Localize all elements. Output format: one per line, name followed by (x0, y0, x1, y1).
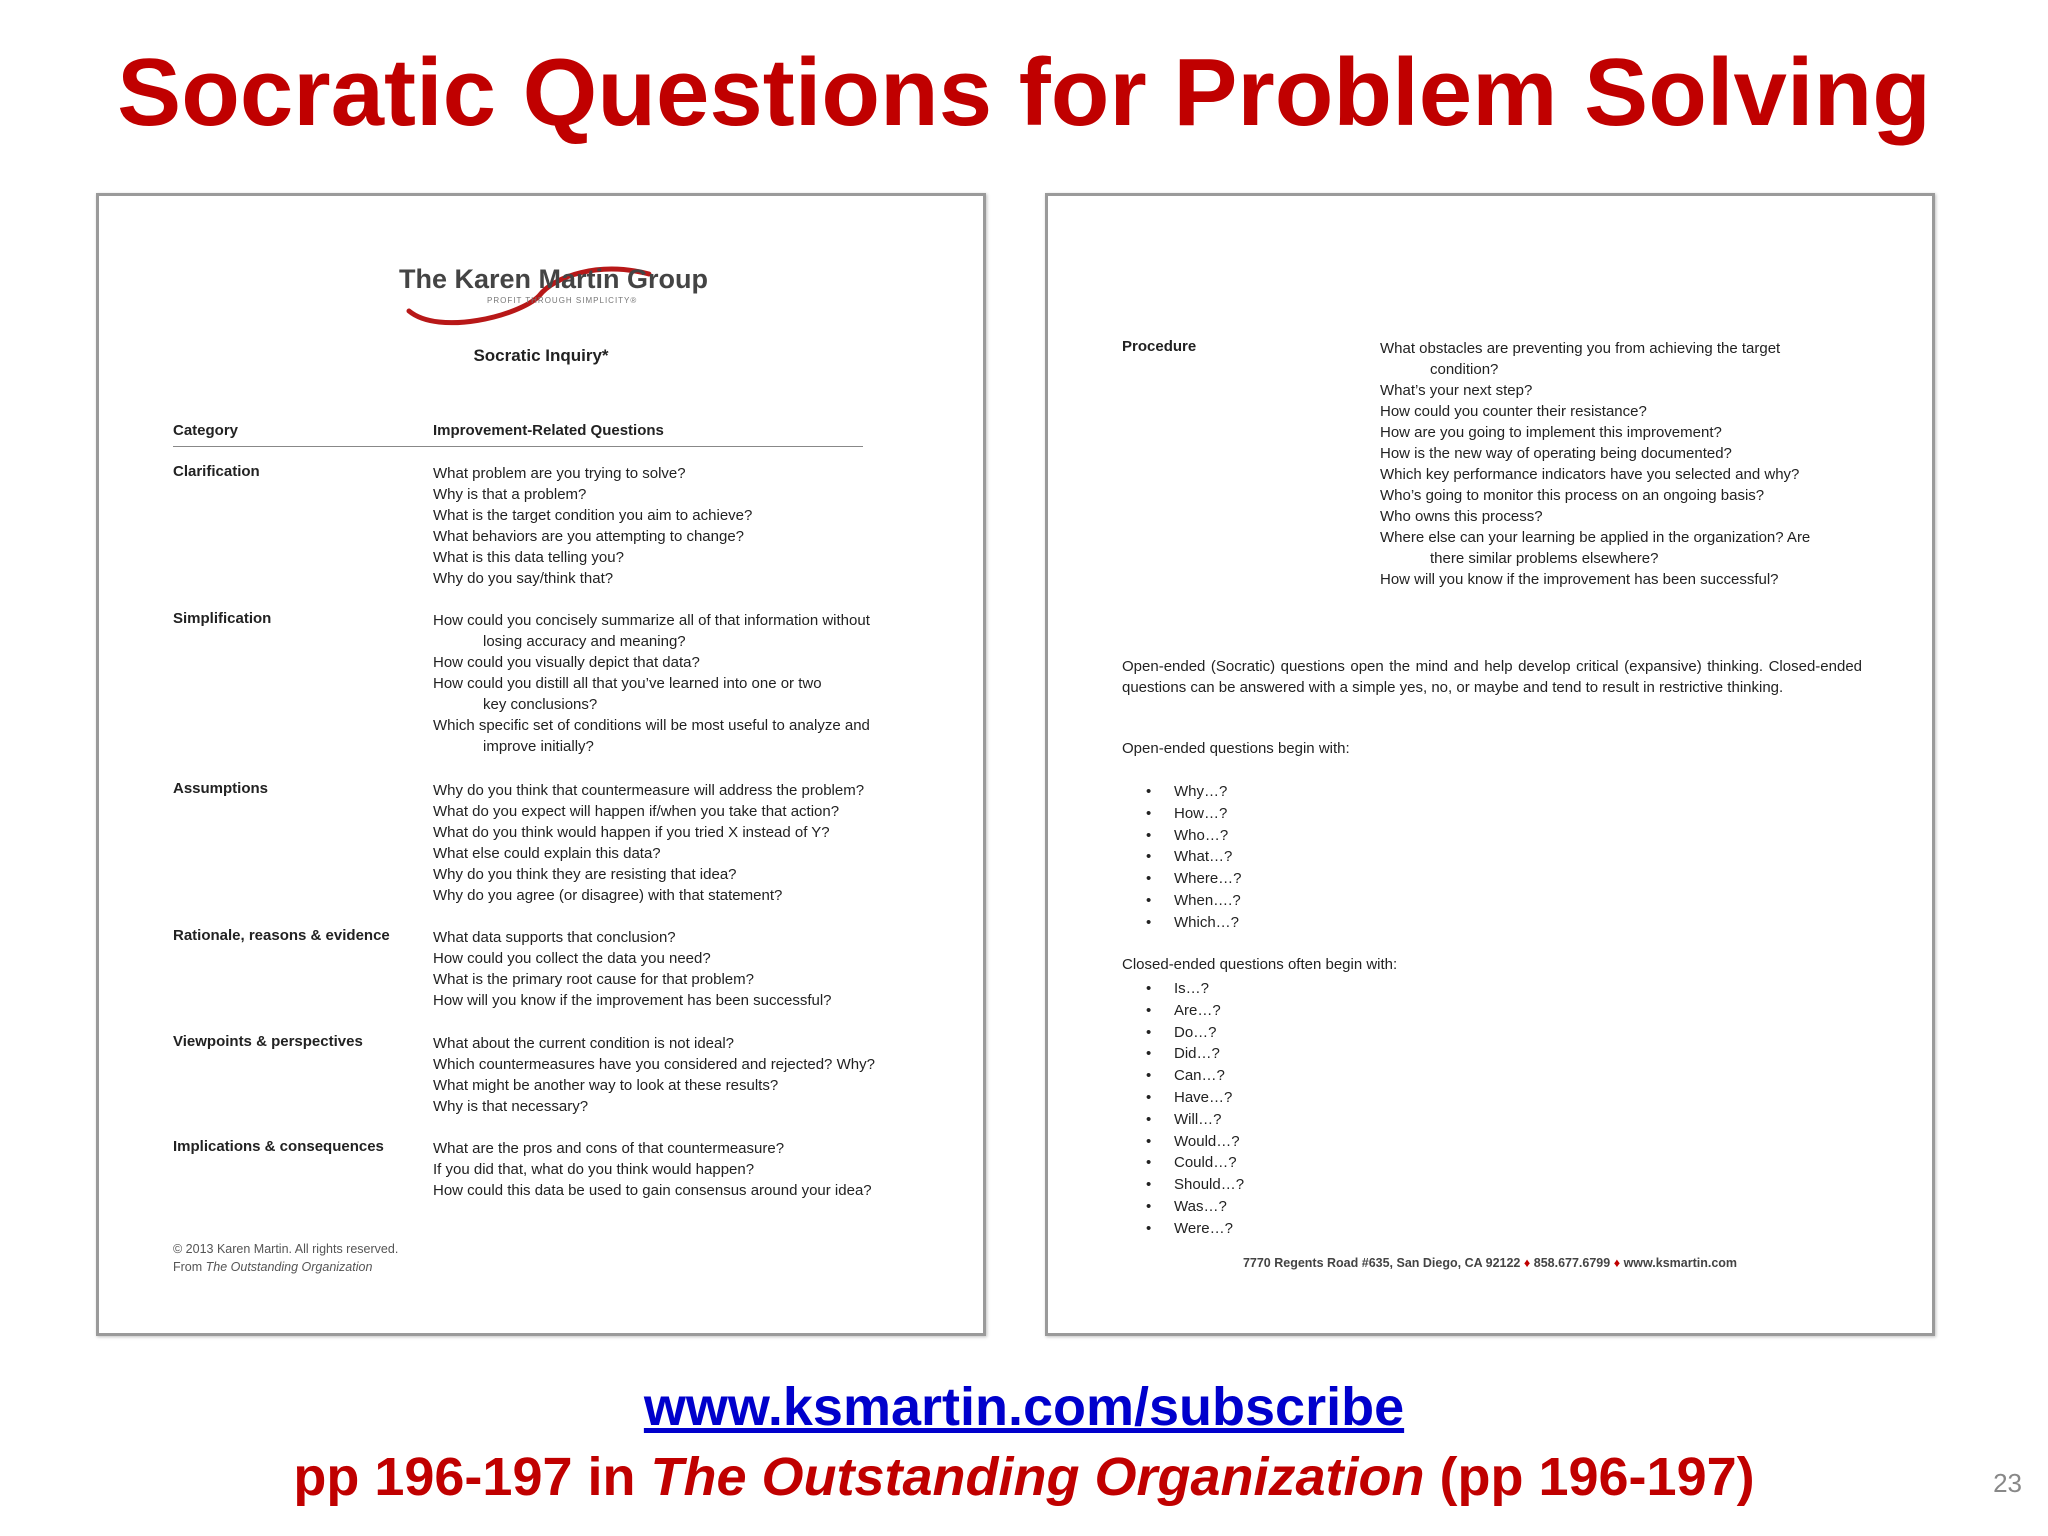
question: Why do you say/think that? (433, 570, 614, 587)
list-item (1122, 825, 1242, 847)
list-item-text: Why…? (1174, 783, 1228, 800)
diamond-icon: ♦ (1613, 1256, 1621, 1270)
bullet-icon: • (1146, 1197, 1152, 1215)
open-ended-lead: Open-ended questions begin with: (1122, 740, 1350, 757)
list-item (1122, 868, 1242, 890)
copyright-notice (173, 1240, 398, 1276)
bullet-icon: • (1146, 1023, 1152, 1041)
table-header (173, 422, 863, 447)
question: What problem are you trying to solve? (433, 465, 686, 482)
list-item-text: Did…? (1174, 1045, 1220, 1063)
bullet-icon: • (1146, 1001, 1152, 1019)
bullet-icon: • (1146, 1154, 1152, 1172)
category-label: Assumptions (173, 780, 269, 797)
category-label: Viewpoints & perspectives (173, 1033, 363, 1050)
question: What else could explain this data? (433, 845, 661, 862)
list-item-text: Who…? (1174, 826, 1229, 844)
book-reference (0, 1446, 2048, 1508)
list-item-text: Are…? (1174, 1001, 1221, 1019)
list-item-text: Should…? (1174, 1176, 1245, 1194)
question: How will you know if the improvement has been successful? (433, 992, 832, 1009)
list-item-text: Where…? (1174, 870, 1242, 888)
list-item-text: Have…? (1174, 1088, 1233, 1106)
question: Why do you agree (or disagree) with that statement? (433, 887, 783, 904)
question: How could you visually depict that data? (433, 654, 700, 671)
question: What is this data telling you? (433, 549, 624, 566)
question: How will you know if the improvement has been successful? (1380, 571, 1779, 588)
list-item-text: When….? (1174, 891, 1241, 909)
list-item (1122, 1109, 1244, 1131)
question-continuation: key conclusions? (483, 696, 598, 713)
question-list (433, 1033, 933, 1117)
bullet-icon: • (1146, 913, 1152, 931)
question: What do you think would happen if you tried X instead of Y? (433, 824, 830, 841)
list-item (1122, 978, 1244, 1000)
question: What’s your next step? (1380, 382, 1533, 399)
closed-ended-list (1122, 978, 1244, 1240)
bullet-icon: • (1146, 783, 1152, 800)
question-continuation: improve initially? (483, 738, 594, 755)
bullet-icon: • (1146, 870, 1152, 888)
list-item-text: Could…? (1174, 1154, 1237, 1172)
bullet-icon: • (1146, 1067, 1152, 1085)
question: Which countermeasures have you considered and rejected? Why? (433, 1056, 875, 1073)
copyright-line: © 2013 Karen Martin. All rights reserved. (173, 1242, 399, 1256)
diamond-icon: ♦ (1523, 1256, 1531, 1270)
category-label: Rationale, reasons & evidence (173, 927, 390, 944)
list-item (1122, 803, 1242, 825)
question: Why is that necessary? (433, 1098, 589, 1115)
category-label: Simplification (173, 610, 272, 627)
list-item-text: Were…? (1174, 1219, 1233, 1237)
question: What is the primary root cause for that problem? (433, 971, 754, 988)
question: How could you concisely summarize all of that information without (433, 612, 870, 629)
copyright-book: The Outstanding Organization (205, 1260, 373, 1274)
question: What is the target condition you aim to achieve? (433, 507, 753, 524)
question: Why is that a problem? (433, 486, 587, 503)
list-item-text: Can…? (1174, 1067, 1225, 1085)
question-list (433, 1138, 933, 1201)
question: Where else can your learning be applied in the organization? Are (1380, 529, 1811, 546)
list-item (1122, 1152, 1244, 1174)
question-list (433, 463, 933, 589)
question: How are you going to implement this improvement? (1380, 424, 1722, 441)
bullet-icon: • (1146, 891, 1152, 909)
question: What data supports that conclusion? (433, 929, 676, 946)
bullet-icon: • (1146, 848, 1152, 866)
question: How could you counter their resistance? (1380, 403, 1647, 420)
question: What about the current condition is not ideal? (433, 1035, 735, 1052)
bullet-icon: • (1146, 1045, 1152, 1063)
question-list (433, 927, 933, 1011)
question: How could you distill all that you’ve learned into one or two (433, 675, 822, 692)
address-website: www.ksmartin.com (1623, 1256, 1738, 1270)
question-continuation: there similar problems elsewhere? (1430, 550, 1659, 567)
list-item (1122, 890, 1242, 912)
question: Who owns this process? (1380, 508, 1543, 525)
bullet-icon: • (1146, 826, 1152, 844)
question: What are the pros and cons of that countermeasure? (433, 1140, 785, 1157)
document-page-left (96, 193, 986, 1336)
explanation-paragraph: Open-ended (Socratic) questions open the mind and help develop critical (expansive) thinking. Closed-ended questions can be answered with a simple yes, no, or maybe and tend to result in restrictive thinking. (1122, 658, 1862, 696)
question: What behaviors are you attempting to change? (433, 528, 745, 545)
list-item (1122, 1043, 1244, 1065)
question: What obstacles are preventing you from achieving the target (1380, 340, 1781, 357)
list-item (1122, 846, 1242, 868)
address-phone: 858.677.6799 (1533, 1256, 1611, 1270)
list-item (1122, 912, 1242, 934)
list-item-text: Would…? (1174, 1132, 1240, 1150)
list-item (1122, 1218, 1244, 1240)
procedure-question-list (1380, 338, 1900, 590)
list-item-text: Which…? (1174, 913, 1240, 931)
category-column-header: Category (173, 422, 239, 439)
company-address (1048, 1256, 1932, 1270)
category-label: Clarification (173, 463, 260, 480)
question-continuation: losing accuracy and meaning? (483, 633, 686, 650)
bullet-icon: • (1146, 1219, 1152, 1237)
logo-tagline: PROFIT THROUGH SIMPLICITY® (487, 296, 638, 305)
question-list (433, 610, 933, 757)
document-title: Socratic Inquiry* (473, 346, 609, 365)
questions-column-header: Improvement-Related Questions (433, 422, 664, 439)
question: How could this data be used to gain consensus around your idea? (433, 1182, 872, 1199)
list-item-text: Will…? (1174, 1110, 1222, 1128)
list-item (1122, 1131, 1244, 1153)
bullet-icon: • (1146, 1088, 1152, 1106)
slide-title: Socratic Questions for Problem Solving (117, 39, 1931, 146)
ref-suffix: (pp 196-197) (1424, 1447, 1755, 1507)
list-item (1122, 1022, 1244, 1044)
subscribe-link[interactable]: www.ksmartin.com/subscribe (643, 1377, 1405, 1437)
copyright-from-label: From (173, 1260, 206, 1274)
question: Why do you think that countermeasure will address the problem? (433, 782, 865, 799)
category-label: Implications & consequences (173, 1138, 384, 1155)
open-ended-list (1122, 781, 1242, 934)
question: How is the new way of operating being documented? (1380, 445, 1732, 462)
bullet-icon: • (1146, 1132, 1152, 1150)
bullet-icon: • (1146, 980, 1152, 997)
list-item (1122, 1087, 1244, 1109)
list-item-text: Do…? (1174, 1023, 1217, 1041)
list-item-text: Is…? (1174, 980, 1210, 997)
slide-number: 23 (1993, 1468, 2022, 1498)
closed-ended-lead: Closed-ended questions often begin with: (1122, 956, 1398, 973)
list-item (1122, 1196, 1244, 1218)
question-list (433, 780, 933, 906)
question: If you did that, what do you think would happen? (433, 1161, 755, 1178)
list-item (1122, 781, 1242, 803)
question: Which key performance indicators have you selected and why? (1380, 466, 1800, 483)
bullet-icon: • (1146, 1110, 1152, 1128)
procedure-label: Procedure (1122, 338, 1197, 355)
company-logo (399, 256, 709, 326)
question: How could you collect the data you need? (433, 950, 711, 967)
question: Which specific set of conditions will be most useful to analyze and (433, 717, 870, 734)
list-item (1122, 1174, 1244, 1196)
list-item-text: How…? (1174, 804, 1228, 822)
address-street: 7770 Regents Road #635, San Diego, CA 92122 (1242, 1256, 1521, 1270)
question: Who’s going to monitor this process on an ongoing basis? (1380, 487, 1765, 504)
list-item (1122, 1000, 1244, 1022)
bullet-icon: • (1146, 1176, 1152, 1194)
document-page-right (1045, 193, 1935, 1336)
copyright-source (173, 1258, 398, 1276)
ref-book-title: The Outstanding Organization (650, 1447, 1425, 1507)
list-item-text: What…? (1174, 848, 1233, 866)
question: Why do you think they are resisting that idea? (433, 866, 737, 883)
bullet-icon: • (1146, 804, 1152, 822)
list-item (1122, 1065, 1244, 1087)
question-continuation: condition? (1430, 361, 1499, 378)
question: What do you expect will happen if/when you take that action? (433, 803, 840, 820)
list-item-text: Was…? (1174, 1197, 1227, 1215)
logo-name: The Karen Martin Group (399, 264, 709, 294)
ref-prefix: pp 196-197 in (293, 1447, 651, 1507)
question: What might be another way to look at these results? (433, 1077, 779, 1094)
